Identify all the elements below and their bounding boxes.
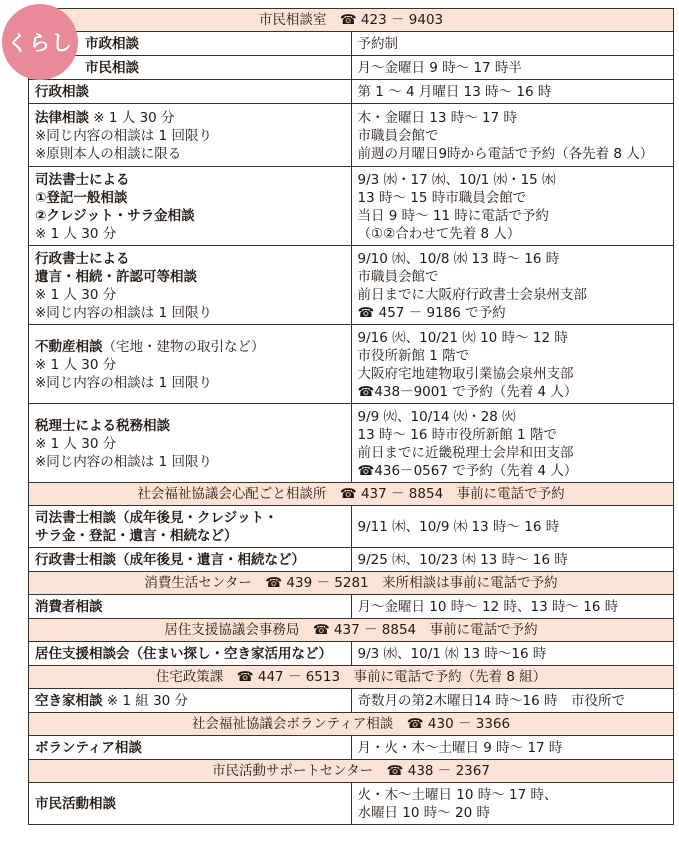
consultation-note: ※同じ内容の相談は 1 回限り — [35, 453, 212, 470]
consultation-subtitle: （成年後見・クレジット・ — [116, 510, 278, 526]
section-header-housing-policy — [29, 666, 674, 689]
consultation-schedule — [351, 246, 674, 325]
table-row — [29, 595, 674, 619]
section-title: 市民活動サポートセンター ☎ 438 － 2367 — [29, 760, 674, 783]
schedule-line: 木・金曜日 13 時～ 17 時 — [357, 109, 518, 126]
consultation-schedule — [351, 325, 674, 404]
consultation-name: 市政相談 — [29, 32, 352, 56]
table-row — [29, 104, 674, 167]
consultation-name — [29, 246, 352, 325]
consultation-subtitle: （宅地・建物の取引など） — [102, 338, 265, 355]
consultation-schedule: 予約制 — [351, 32, 674, 56]
consultation-name: 市民相談 — [29, 56, 352, 80]
schedule-line: 13 時～ 16 時市役所新館 1 階で — [357, 426, 557, 443]
schedule-line: 13 時～ 15 時市職員会館で — [357, 189, 527, 206]
table-row — [29, 32, 674, 56]
table-row — [29, 736, 674, 760]
consultation-schedule: 第 1 ～ 4 月曜日 13 時～ 16 時 — [351, 80, 674, 104]
consultation-title: 税理士による税務相談 — [35, 417, 170, 434]
consultation-note: ※同じ内容の相談は 1 回限り — [35, 374, 212, 391]
consultation-note: ※同じ内容の相談は 1 回限り — [35, 304, 212, 321]
consultation-note: ※ 1 人 30 分 — [89, 109, 175, 126]
consultation-title: 行政書士相談 — [35, 552, 116, 568]
consultation-note: ※ 1 人 30 分 — [35, 225, 117, 242]
schedule-line: ☎438－9001 で予約（先着 4 人） — [357, 383, 578, 400]
consultation-title: 司法書士相談 — [35, 510, 116, 526]
schedule-line: 水曜日 10 時～ 20 時 — [357, 805, 491, 821]
consultation-title: ②クレジット・サラ金相談 — [35, 207, 195, 224]
consultation-name: 消費者相談 — [29, 595, 352, 619]
consultation-subtitle: （成年後見・遺言・相続など） — [116, 552, 305, 568]
section-header-welfare-council — [29, 483, 674, 506]
schedule-line: 前日までに大阪府行政書士会泉州支部 — [357, 286, 587, 303]
table-row — [29, 325, 674, 404]
schedule-line: 火・木～土曜日 10 時～ 17 時、 — [357, 787, 558, 803]
consultation-schedule: 月～金曜日 10 時～ 12 時、13 時～ 16 時 — [351, 595, 674, 619]
consultation-schedule — [351, 404, 674, 483]
consultation-title: ①登記一般相談 — [35, 189, 128, 206]
consultation-name — [29, 404, 352, 483]
schedule-line: 市職員会館で — [357, 127, 439, 144]
consultation-name — [29, 167, 352, 246]
schedule-line: 9/16 ㈫、10/21 ㈫ 10 時～ 12 時 — [357, 329, 568, 346]
consultation-title: 空き家相談 — [35, 693, 103, 709]
schedule-line: 当日 9 時～ 11 時に電話で予約 — [357, 207, 549, 224]
consultation-note: ※同じ内容の相談は 1 回限り — [35, 127, 212, 144]
section-header-housing-support — [29, 619, 674, 642]
consultation-name — [29, 689, 352, 713]
schedule-line: ☎436－0567 で予約（先着 4 人） — [357, 462, 578, 479]
consultation-note: ※原則本人の相談に限る — [35, 145, 182, 162]
section-title: 住宅政策課 ☎ 447 － 6513 事前に電話で予約（先着 8 組） — [29, 666, 674, 689]
consultation-note: ※ 1 組 30 分 — [102, 693, 189, 709]
table-row — [29, 56, 674, 80]
schedule-line: （①②合わせて先着 8 人） — [357, 225, 521, 242]
section-header-consumer-center — [29, 572, 674, 595]
table-row — [29, 783, 674, 825]
section-title: 市民相談室 ☎ 423 － 9403 — [29, 9, 674, 32]
consultation-title: 法律相談 — [35, 109, 89, 126]
section-title: 消費生活センター ☎ 439 － 5281 来所相談は事前に電話で予約 — [29, 572, 674, 595]
consultation-name: 行政相談 — [29, 80, 352, 104]
section-title: 居住支援協議会事務局 ☎ 437 － 8854 事前に電話で予約 — [29, 619, 674, 642]
consultation-subtitle: サラ金・登記・遺言・相続など） — [35, 528, 238, 544]
consultation-name — [29, 548, 352, 572]
section-header-volunteer — [29, 713, 674, 736]
schedule-line: 大阪府宅地建物取引業協会泉州支部 — [357, 365, 574, 382]
consultation-schedule — [351, 104, 674, 167]
consultation-note: ※ 1 人 30 分 — [35, 286, 117, 303]
consultation-schedule: 月・火・木～土曜日 9 時～ 17 時 — [351, 736, 674, 760]
table-row — [29, 689, 674, 713]
consultation-name: 居住支援相談会（住まい探し・空き家活用など） — [29, 642, 352, 666]
consultation-name: ボランティア相談 — [29, 736, 352, 760]
schedule-line: 前週の月曜日9時から電話で予約（各先着 8 人） — [357, 145, 654, 162]
schedule-line: 市職員会館で — [357, 268, 439, 285]
consultation-schedule: 9/25 ㈭、10/23 ㈭ 13 時～ 16 時 — [351, 548, 674, 572]
section-title: 社会福祉協議会ボランティア相談 ☎ 430 － 3366 — [29, 713, 674, 736]
consultation-schedule: 9/3 ㈬、10/1 ㈬ 13 時～16 時 — [351, 642, 674, 666]
table-row — [29, 404, 674, 483]
consultation-note: ※ 1 人 30 分 — [35, 435, 117, 452]
consultation-schedule: 9/11 ㈭、10/9 ㈭ 13 時～ 16 時 — [351, 506, 674, 548]
schedule-line: 9/3 ㈬・17 ㈬、10/1 ㈬・15 ㈬ — [357, 171, 556, 188]
schedule-line: ☎ 457 － 9186 で予約 — [357, 304, 506, 321]
consultation-title: 遺言・相続・許認可等相談 — [35, 268, 197, 285]
table-row — [29, 80, 674, 104]
consultation-schedule: 月～金曜日 9 時～ 17 時半 — [351, 56, 674, 80]
consultation-schedule-table — [28, 8, 674, 825]
consultation-name — [29, 104, 352, 167]
consultation-name — [29, 325, 352, 404]
table-row — [29, 167, 674, 246]
consultation-title: 行政書士による — [35, 250, 130, 267]
consultation-name: 市民活動相談 — [29, 783, 352, 825]
schedule-line: 前日までに近畿税理士会岸和田支部 — [357, 444, 574, 461]
consultation-title: 司法書士による — [35, 171, 130, 188]
section-title: 社会福祉協議会心配ごと相談所 ☎ 437 － 8854 事前に電話で予約 — [29, 483, 674, 506]
category-badge: くらし — [2, 4, 78, 80]
table-row — [29, 548, 674, 572]
consultation-name — [29, 506, 352, 548]
section-header-civic-activity — [29, 760, 674, 783]
consultation-schedule — [351, 167, 674, 246]
consultation-schedule: 奇数月の第2木曜日14 時～16 時 市役所で — [351, 689, 674, 713]
table-row — [29, 246, 674, 325]
table-row — [29, 506, 674, 548]
schedule-line: 9/10 ㈬、10/8 ㈬ 13 時～ 16 時 — [357, 250, 560, 267]
schedule-line: 9/9 ㈫、10/14 ㈫・28 ㈫ — [357, 408, 516, 425]
consultation-note: ※ 1 人 30 分 — [35, 356, 117, 373]
table-row — [29, 642, 674, 666]
consultation-schedule — [351, 783, 674, 825]
schedule-line: 市役所新館 1 階で — [357, 347, 470, 364]
consultation-title: 不動産相談 — [35, 338, 103, 355]
section-header-citizen-consultation — [29, 9, 674, 32]
